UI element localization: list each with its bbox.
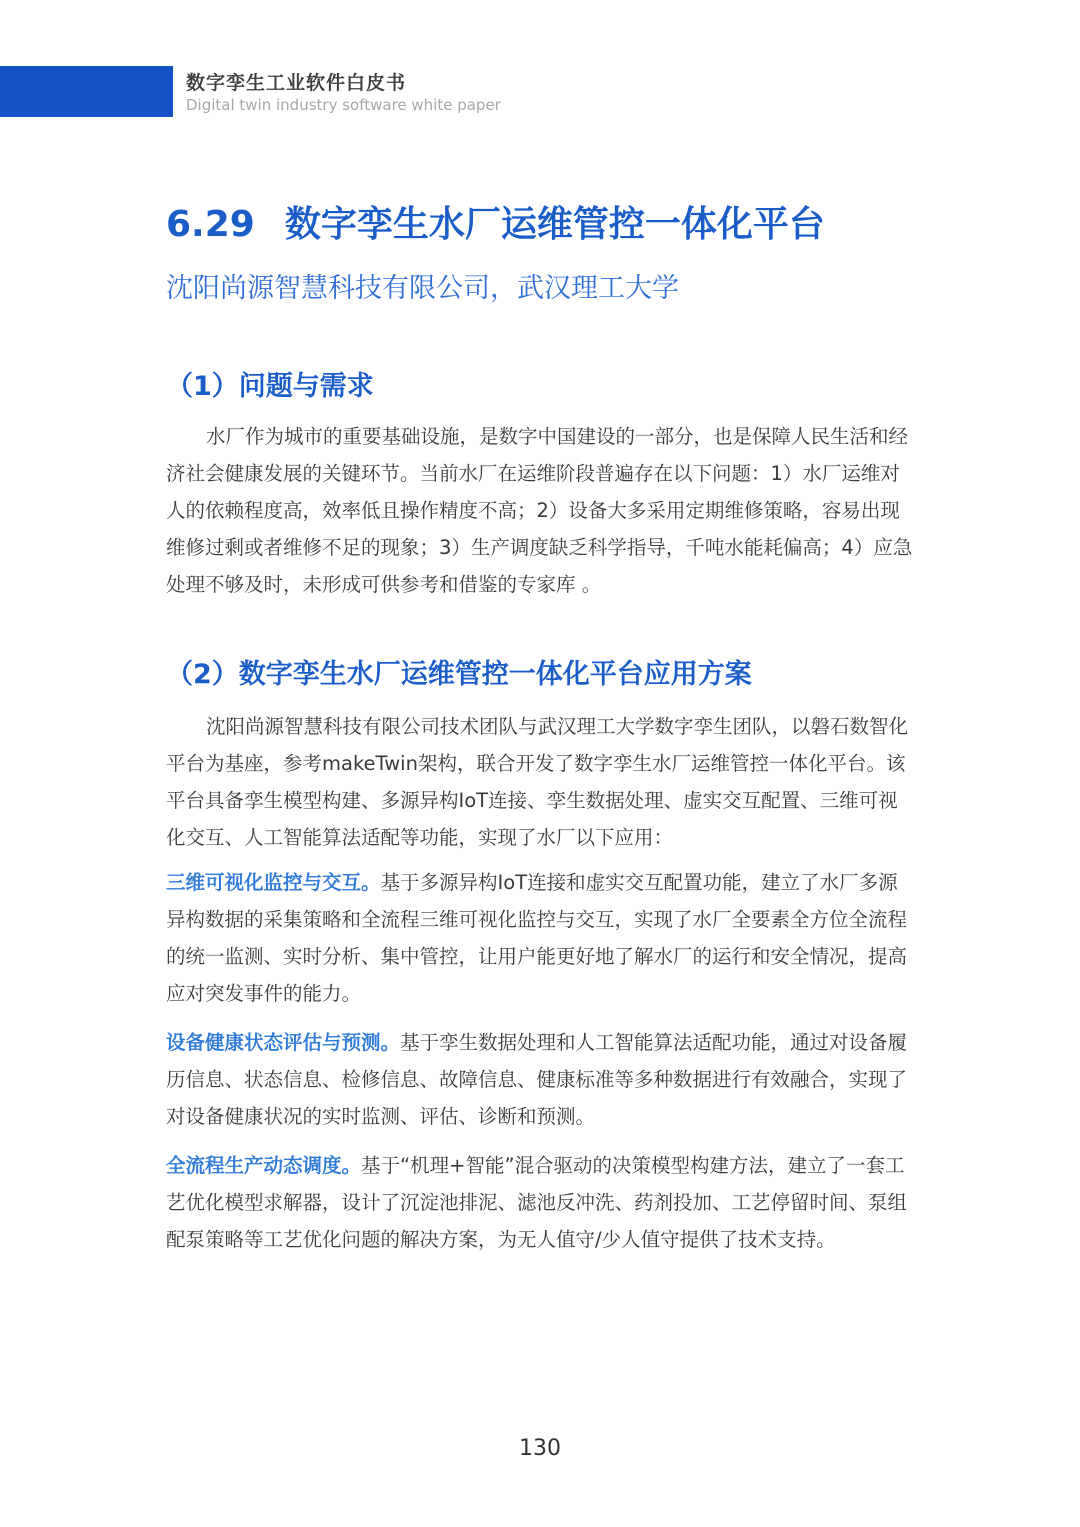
application-item-title: 全流程生产动态调度。 xyxy=(166,1154,362,1177)
part1-heading: （1）问题与需求 xyxy=(166,371,374,402)
application-item xyxy=(166,1147,914,1258)
part2-intro: 沈阳尚源智慧科技有限公司技术团队与武汉理工大学数字孪生团队，以磐石数智化平台为基座，参考makeTwin架构，联合开发了数字孪生水厂运维管控一体化平台。该平台具备孪生模型构建、多源异构IoT连接、孪生数据处理、虚实交互配置、三维可视化交互、人工智能算法适配等功能，实现了水厂以下应用： xyxy=(166,715,909,849)
section-title-text: 数字孪生水厂运维管控一体化平台 xyxy=(284,204,825,245)
application-item-title: 三维可视化监控与交互。 xyxy=(166,871,381,894)
header-accent-bar xyxy=(0,66,173,117)
application-item-text: 基于多源异构IoT连接和虚实交互配置功能，建立了水厂多源异构数据的采集策略和全流程三维可视化监控与交互，实现了水厂全要素全方位全流程的统一监测、实时分析、集中管控，让用户能更好地了解水厂的运行和安全情况，提高应对突发事件的能力。 xyxy=(166,871,908,1005)
section-title xyxy=(166,196,825,247)
part2-heading: （2）数字孪生水厂运维管控一体化平台应用方案 xyxy=(166,659,752,690)
header-title: 数字孪生工业软件白皮书 xyxy=(186,72,407,94)
page-number: 130 xyxy=(519,1436,561,1461)
application-item-text: 基于孪生数据处理和人工智能算法适配功能，通过对设备履历信息、状态信息、检修信息、故障信息、健康标准等多种数据进行有效融合，实现了对设备健康状况的实时监测、评估、诊断和预测。 xyxy=(166,1031,908,1128)
application-item xyxy=(166,864,914,1012)
application-item-title: 设备健康状态评估与预测。 xyxy=(166,1031,401,1054)
section-number: 6.29 xyxy=(166,204,255,245)
section-authors: 沈阳尚源智慧科技有限公司，武汉理工大学 xyxy=(166,273,679,304)
application-item-text: 基于“机理+智能”混合驱动的决策模型构建方法，建立了一套工艺优化模型求解器，设计了沉淀池排泥、滤池反冲洗、药剂投加、工艺停留时间、泵组配泵策略等工艺优化问题的解决方案，为无人值守/少人值守提供了技术支持。 xyxy=(166,1154,908,1251)
header-subtitle: Digital twin industry software white paper xyxy=(186,96,501,114)
application-item xyxy=(166,1024,914,1135)
part1-body: 水厂作为城市的重要基础设施，是数字中国建设的一部分，也是保障人民生活和经济社会健康发展的关键环节。当前水厂在运维阶段普遍存在以下问题：1）水厂运维对人的依赖程度高，效率低且操作精度不高；2）设备大多采用定期维修策略，容易出现维修过剩或者维修不足的现象；3）生产调度缺乏科学指导，千吨水能耗偏高；4）应急处理不够及时，未形成可供参考和借鉴的专家库 。 xyxy=(166,425,913,596)
